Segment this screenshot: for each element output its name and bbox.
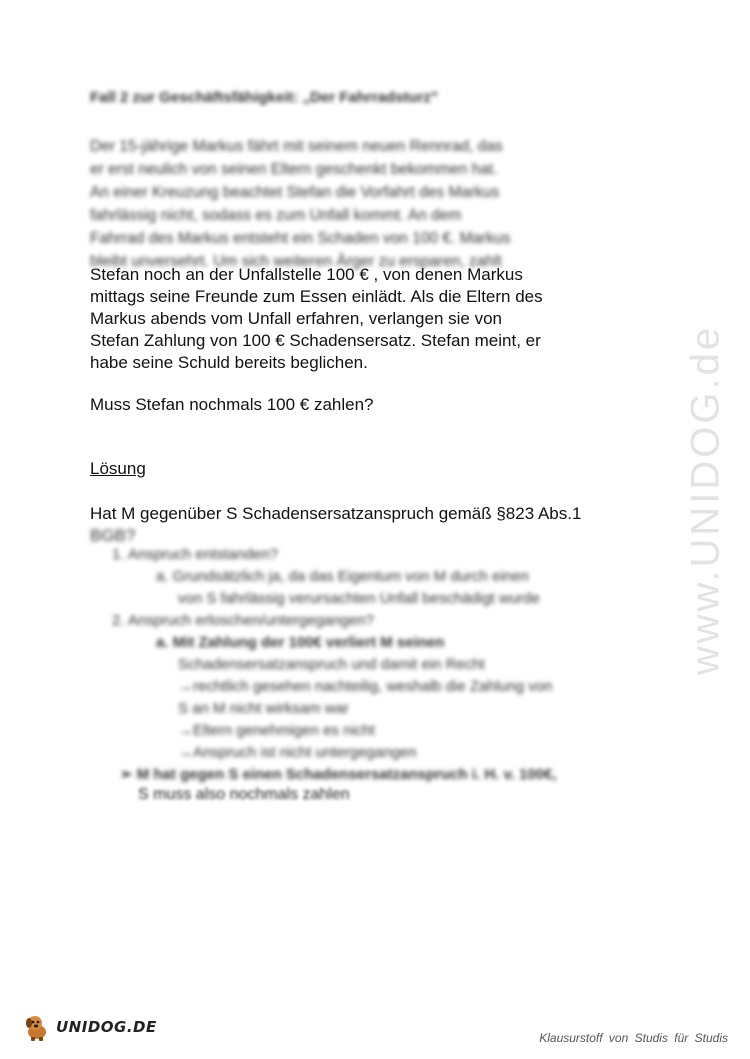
case-line: Stefan noch an der Unfallstelle 100 € , von denen Markus	[90, 265, 523, 284]
outline-subitem-cont: →rechtlich gesehen nachteilig, weshalb die Zahlung von	[178, 678, 553, 695]
solution-outline	[90, 544, 670, 786]
outline-subitem: a. Mit Zahlung der 100€ verliert M seinen	[156, 634, 445, 651]
case-line: Stefan Zahlung von 100 € Schadensersatz. Stefan meint, er	[90, 331, 541, 350]
footer-tagline: Klausurstoff von Studis für Studis	[539, 1031, 728, 1045]
claim-line-blurred: BGB?	[90, 526, 136, 545]
intro-line: Fahrrad des Markus entsteht ein Schaden von 100 €. Markus	[90, 230, 511, 247]
claim-question	[90, 503, 670, 547]
solution-heading: Lösung	[90, 459, 146, 478]
intro-line: Der 15-jährige Markus fährt mit seinem neuen Rennrad, das	[90, 138, 503, 155]
outline-subitem-cont: →Anspruch ist nicht untergegangen	[178, 744, 417, 761]
outline-subitem-cont: S an M nicht wirksam war	[178, 700, 349, 717]
outline-subitem-cont: von S fahrlässig verursachten Unfall beschädigt wurde	[178, 590, 540, 607]
case-question: Muss Stefan nochmals 100 € zahlen?	[90, 395, 374, 414]
outline-subitem: a. Grundsätzlich ja, da das Eigentum von M durch einen	[156, 568, 529, 585]
outline-conclusion: ➢ M hat gegen S einen Schadensersatzanspruch i. H. v. 100€,	[120, 766, 557, 783]
case-line: Markus abends vom Unfall erfahren, verlangen sie von	[90, 309, 502, 328]
outline-conclusion-cont: S muss also nochmals zahlen	[138, 786, 350, 803]
intro-line: bleibt unversehrt. Um sich weiteren Ärger zu ersparen, zahlt	[90, 253, 502, 270]
outline-item: 2. Anspruch erloschen/untergegangen?	[112, 612, 374, 629]
logo-text: UNIDOG.DE	[56, 1018, 157, 1036]
intro-paragraph-blurred	[90, 135, 630, 273]
outline-subitem-cont: Schadensersatzanspruch und damit ein Recht	[178, 656, 485, 673]
dog-mascot-icon	[22, 1012, 52, 1042]
watermark: www.UNIDOG.de	[683, 324, 728, 676]
intro-line: An einer Kreuzung beachtet Stefan die Vorfahrt des Markus	[90, 184, 500, 201]
case-line: mittags seine Freunde zum Essen einlädt. Als die Eltern des	[90, 287, 543, 306]
intro-line: fahrlässig nicht, sodass es zum Unfall kommt. An dem	[90, 207, 462, 224]
outline-subitem-cont: →Eltern genehmigen es nicht	[178, 722, 375, 739]
unidog-logo	[22, 1012, 157, 1042]
case-line: habe seine Schuld bereits beglichen.	[90, 353, 368, 372]
case-title: Fall 2 zur Geschäftsfähigkeit: „Der Fahrradsturz"	[90, 89, 439, 106]
case-paragraph	[90, 264, 650, 374]
claim-line: Hat M gegenüber S Schadensersatzanspruch gemäß §823 Abs.1	[90, 504, 582, 523]
intro-line: er erst neulich von seinen Eltern geschenkt bekommen hat.	[90, 161, 498, 178]
outline-item: 1. Anspruch entstanden?	[112, 546, 278, 563]
